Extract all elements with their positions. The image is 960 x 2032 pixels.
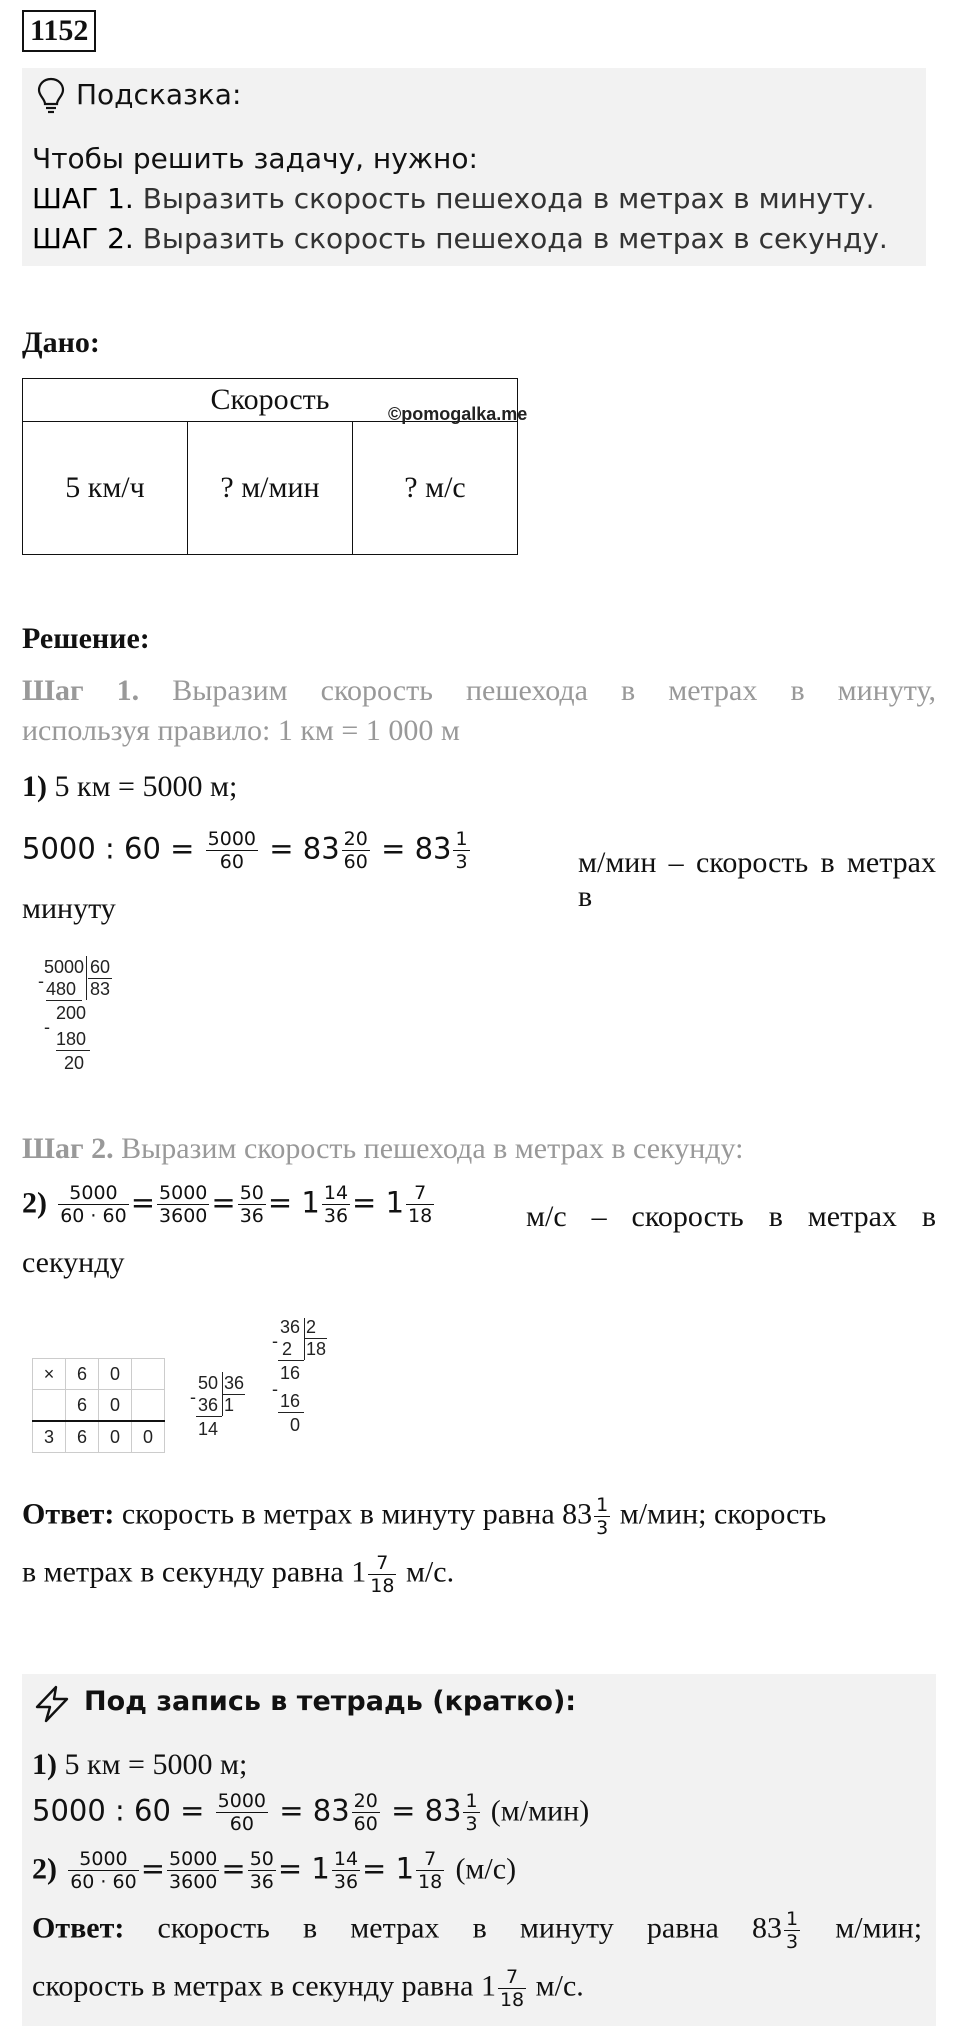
fraction: [594, 1494, 610, 1539]
subtrahend: 2: [282, 1339, 293, 1359]
denominator: 18: [370, 1575, 395, 1597]
step1-line: [22, 674, 936, 708]
fraction: [248, 1848, 276, 1893]
numerator: 7: [368, 1552, 396, 1575]
numerator: 1: [455, 828, 468, 850]
grid-cell: 0: [99, 1421, 132, 1453]
answer-text: скорость в метрах в минуту равна 83: [121, 1497, 593, 1531]
denominator: 60 · 60: [60, 1205, 127, 1227]
line1-number: 1): [22, 770, 47, 803]
whole-part: 1: [395, 1851, 415, 1886]
fraction: [206, 828, 258, 873]
table-cell: 5 км/ч: [23, 422, 188, 555]
step1-text-cont: используя правило: 1 км = 1 000 м: [22, 714, 460, 747]
numerator: 7: [416, 1848, 444, 1871]
remainder: 20: [64, 1053, 85, 1073]
eq1-mid: = 83: [269, 831, 340, 866]
grid-cell: 3: [33, 1421, 66, 1453]
denominator: 60: [219, 851, 244, 873]
numerator: 50: [249, 1848, 274, 1870]
numerator: 5000: [169, 1848, 218, 1870]
grid-cell: 6: [66, 1390, 99, 1422]
whole-part: 1: [311, 1851, 330, 1886]
dividend: 5000: [44, 957, 85, 977]
table-cell: ? м/мин: [188, 422, 353, 555]
answer-text: м/мин; скорость: [619, 1497, 827, 1531]
numerator: 50: [239, 1182, 264, 1204]
denominator: 3: [785, 1931, 799, 1953]
numerator: 1: [785, 1908, 799, 1930]
grid-cell: [132, 1390, 165, 1422]
hint-step2-label: ШАГ 2.: [32, 222, 134, 255]
denominator: 3600: [169, 1871, 218, 1893]
fraction: [352, 1790, 380, 1835]
line1-text: 5 км = 5000 м;: [54, 770, 238, 803]
remainder: 0: [290, 1415, 301, 1435]
line1: [22, 770, 237, 804]
numerator: 5000: [217, 1790, 267, 1812]
multiplication-grid: [32, 1358, 165, 1453]
denominator: 36: [333, 1871, 359, 1893]
solution-heading: Решение:: [22, 622, 150, 655]
fraction: [332, 1848, 360, 1893]
step1-text: Выразим скорость пешехода в метрах в минуту,: [172, 674, 936, 707]
fraction: [453, 828, 469, 873]
denominator: 36: [249, 1871, 274, 1893]
eq2-tail: м/с – скорость в метрах в: [526, 1200, 936, 1233]
numerator: 5000: [207, 828, 257, 850]
nb-answer-line1: [32, 1908, 922, 1953]
fraction: [167, 1848, 219, 1893]
numerator: 14: [333, 1848, 359, 1870]
nb-answer-text: м/мин;: [835, 1911, 923, 1945]
divisor: 2: [306, 1317, 317, 1337]
denominator: 60: [343, 851, 368, 873]
denominator: 3600: [159, 1205, 208, 1227]
grid-cell: 6: [66, 1421, 99, 1453]
hint-step2-text: Выразить скорость пешехода в метрах в секунду.: [142, 222, 888, 255]
whole-part: 1: [301, 1185, 320, 1220]
notebook-title: Под запись в тетрадь (кратко):: [84, 1686, 577, 1717]
divisor: 60: [90, 957, 111, 977]
grid-cell: [33, 1390, 66, 1422]
division-bar: [304, 1318, 305, 1360]
denominator: 18: [408, 1205, 433, 1227]
denominator: 18: [499, 1989, 525, 2011]
eq1-tail2: минуту: [22, 892, 116, 925]
hint-step2: [32, 222, 888, 255]
fraction: [157, 1182, 209, 1227]
quotient: 18: [306, 1339, 327, 1359]
answer-text: в метрах в секунду равна 1: [22, 1555, 367, 1589]
fraction: [463, 1790, 479, 1835]
subtrahend: 480: [46, 979, 77, 999]
quotient: 1: [224, 1395, 235, 1415]
nb-answer-text: скорость в метрах в секунду равна 1: [32, 1969, 496, 2003]
step2-text: Выразим скорость пешехода в метрах в секунду:: [121, 1132, 744, 1165]
division-line: [278, 1412, 304, 1413]
equation2: 2) $\frac{5000}{60 \cdot 60}$ = $\frac{5000}{3600}$ = $\frac{50}{36}$ = 1 $\frac{14}{36}$ = 1 $\frac{7}{18}$: [22, 1182, 433, 1227]
numerator: 14: [323, 1182, 349, 1204]
denominator: 60: [353, 1813, 378, 1835]
hint-step1-label: ШАГ 1.: [32, 182, 134, 215]
division-bar: [86, 956, 87, 1000]
denominator: 36: [239, 1205, 264, 1227]
fraction: [342, 828, 370, 873]
nb-equation2: 2) $\frac{5000}{60 \cdot 60}$ = $\frac{5000}{3600}$ = $\frac{50}{36}$ = 1 $\frac{14}{36}$ = 1 $\frac{7}{18}$ (м/с): [32, 1848, 517, 1893]
division-line: [46, 1000, 82, 1001]
denominator: 3: [596, 1517, 609, 1539]
lightning-icon: [32, 1684, 72, 1724]
eq2-tail2: секунду: [22, 1246, 125, 1279]
fraction: [68, 1848, 138, 1893]
step2-line: [22, 1132, 743, 1166]
subtrahend: 16: [280, 1391, 301, 1411]
answer-line1: [22, 1494, 826, 1539]
nb-eq1-unit: (м/мин): [490, 1794, 590, 1828]
numerator: 20: [343, 828, 368, 850]
dividend: 50: [198, 1373, 219, 1393]
division-line: [196, 1416, 222, 1417]
fraction: [368, 1552, 396, 1597]
dividend: 36: [280, 1317, 301, 1337]
fraction: [406, 1182, 434, 1227]
divisor: 36: [224, 1373, 245, 1393]
grid-cell: 0: [132, 1421, 165, 1453]
numerator: 1: [465, 1790, 478, 1812]
nb-equation1: [32, 1790, 589, 1835]
nb-line1-number: 1): [32, 1748, 57, 1781]
grid-cell: 0: [99, 1390, 132, 1422]
lightbulb-icon: [36, 76, 66, 116]
numerator: 7: [406, 1182, 434, 1205]
grid-cell: ×: [33, 1359, 66, 1390]
subtrahend: 36: [198, 1395, 219, 1415]
fraction: [238, 1182, 266, 1227]
denominator: 18: [418, 1871, 443, 1893]
nb-answer-text: скорость в метрах в минуту равна 83: [157, 1911, 782, 1945]
fraction: [784, 1908, 800, 1953]
denominator: 3: [465, 1813, 478, 1835]
hint-intro: Чтобы решить задачу, нужно:: [32, 142, 478, 175]
hint-box: [22, 68, 926, 266]
notebook-box: [22, 1674, 936, 2026]
subtrahend: 180: [56, 1029, 87, 1049]
step2-label: Шаг 2.: [22, 1132, 114, 1165]
denominator: 60 · 60: [70, 1871, 137, 1893]
step1-label: Шаг 1.: [22, 674, 140, 707]
quotient: 83: [90, 979, 111, 999]
denominator: 60: [229, 1813, 254, 1835]
nb-line2-number: 2): [32, 1852, 57, 1886]
nb-answer-text: м/с.: [535, 1969, 584, 2003]
numerator: 7: [498, 1966, 526, 1989]
grid-cell: 6: [66, 1359, 99, 1390]
long-division-3: 36 2 - 2 18 16 - 16 0: [272, 1317, 327, 1435]
problem-number: 1152: [22, 10, 96, 52]
division-line: [56, 1050, 90, 1051]
numerator: 5000: [159, 1182, 208, 1204]
hint-title: Подсказка:: [76, 78, 242, 111]
nb-answer-label: Ответ:: [32, 1911, 125, 1945]
long-division-2: 50 36 - 36 1 14: [190, 1373, 245, 1439]
equation1: [22, 828, 472, 873]
eq1-lhs: 5000 : 60 =: [22, 831, 195, 866]
answer-line2: [22, 1552, 454, 1597]
numerator: 20: [353, 1790, 378, 1812]
remainder: 200: [56, 1003, 87, 1023]
nb-line1: [32, 1748, 247, 1782]
fraction: [498, 1966, 526, 2011]
nb-line1-text: 5 км = 5000 м;: [64, 1748, 248, 1781]
hint-step1-text: Выразить скорость пешехода в метрах в минуту.: [142, 182, 875, 215]
numerator: 5000: [58, 1182, 128, 1205]
table-header: Скорость: [23, 379, 518, 422]
fraction: [322, 1182, 350, 1227]
answer-label: Ответ:: [22, 1497, 115, 1531]
eq1-tail: м/мин – скорость в метрах в: [578, 846, 936, 913]
given-heading: Дано:: [22, 326, 100, 359]
grid-cell: 0: [99, 1359, 132, 1390]
line2-number: 2): [22, 1186, 47, 1220]
fraction: [416, 1848, 444, 1893]
remainder: 14: [198, 1419, 219, 1439]
denominator: 36: [323, 1205, 349, 1227]
hint-step1: [32, 182, 875, 215]
division-line: [278, 1360, 304, 1361]
fraction: [58, 1182, 128, 1227]
grid-cell: [132, 1359, 165, 1390]
nb-answer-line2: [32, 1966, 584, 2011]
nb-eq2-unit: (м/с): [455, 1852, 517, 1886]
eq1-mid2: = 83: [381, 831, 452, 866]
nb-eq1-mid: = 83: [279, 1793, 350, 1828]
nb-eq1-mid2: = 83: [391, 1793, 462, 1828]
fraction: [216, 1790, 268, 1835]
long-division-1: 5000 60 - 480 83 200 - 180 20: [38, 957, 111, 1073]
whole-part: 1: [385, 1185, 405, 1220]
remainder: 16: [280, 1363, 301, 1383]
table-cell: ? м/с: [353, 422, 518, 555]
numerator: 5000: [68, 1848, 138, 1871]
denominator: 3: [455, 851, 468, 873]
nb-eq1-lhs: 5000 : 60 =: [32, 1793, 205, 1828]
numerator: 1: [596, 1494, 609, 1516]
answer-text: м/с.: [405, 1555, 455, 1589]
watermark: ©pomogalka.me: [388, 404, 528, 424]
